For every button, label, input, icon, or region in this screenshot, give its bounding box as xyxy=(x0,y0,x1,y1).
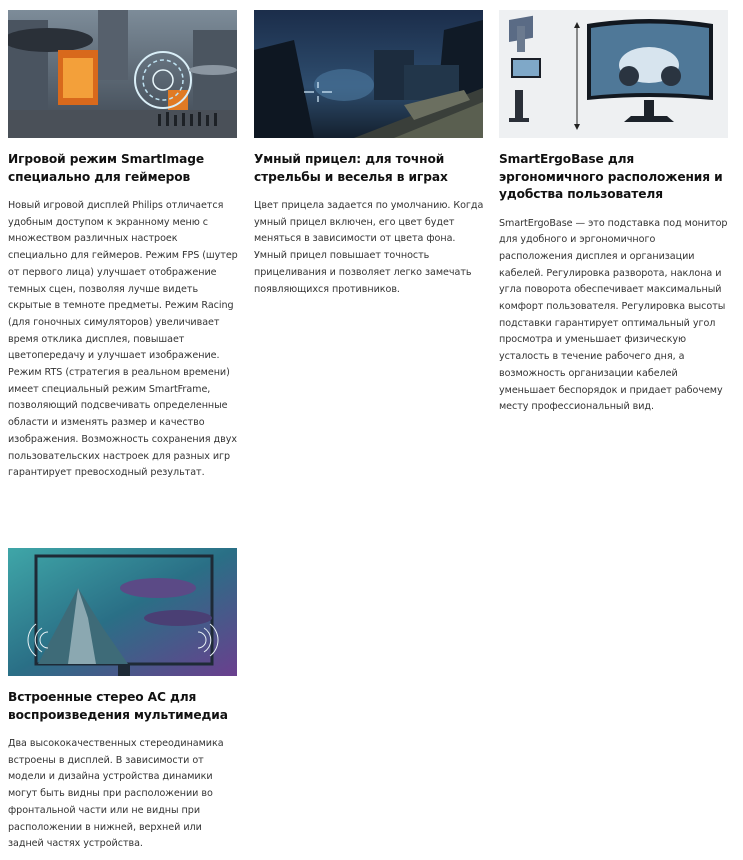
feature-card-smartergobase xyxy=(499,10,731,416)
feature-card-smart-crosshair xyxy=(254,10,486,298)
smartimage-game-image xyxy=(8,10,237,138)
feature-title: Умный прицел: для точной стрельбы и веселья в играх xyxy=(254,152,448,184)
feature-card-stereo-speakers xyxy=(8,548,240,853)
feature-description: Цвет прицела задается по умолчанию. Когда умный прицел включен, его цвет будет меняться в зависимости от цвета фона. Умный прицел повышает точность прицеливания и позволяет легко замечать появляющихся противников. xyxy=(254,200,484,295)
feature-title: SmartErgoBase для эргономичного расположения и удобства пользователя xyxy=(499,152,723,201)
feature-title: Игровой режим SmartImage специально для геймеров xyxy=(8,152,204,184)
smart-crosshair-image xyxy=(254,10,483,138)
feature-title: Встроенные стерео АС для воспроизведения мультимедиа xyxy=(8,690,228,722)
feature-description: Новый игровой дисплей Philips отличается удобным доступом к экранному меню с множеством различных настроек специально для геймеров. Режим FPS (шутер от первого лица) улучшает отображение темных сцен, позволяя лучше видеть скрытые в темноте предметы. Режим Racing (для гоночных симуляторов) увеличивает время отклика дисплея, повышает цветопередачу и улучшает изображение. Режим RTS (стратегия в реальном времени) имеет специальный режим SmartFrame, позволяющий подсвечивать определенные области и изменять размер и качество изображения. Возможность сохранения двух пользовательских настроек для разных игр гарантирует превосходный результат. xyxy=(8,200,238,479)
feature-card-smartimage xyxy=(8,10,240,482)
stereo-speakers-image xyxy=(8,548,237,676)
smartergobase-monitor-image xyxy=(499,10,728,138)
feature-description: Два высококачественных стереодинамика встроены в дисплей. В зависимости от модели и дизайна устройства динамики могут быть видны при расположении во фронтальной части или не видны при расположении в нижней, верхней или задней частях устройства. xyxy=(8,738,224,850)
feature-description: SmartErgoBase — это подставка под монитор для удобного и эргономичного расположения дисплея и организации кабелей. Регулировка разворота, наклона и угла поворота обеспечивает максимальный комфорт пользователя. Регулировка высоты подставки гарантирует оптимальный угол просмотра и уменьшает физическую усталость в течение рабочего дня, а возможность организации кабелей уменьшает беспорядок и придает рабочему месту профессиональный вид. xyxy=(499,217,728,413)
